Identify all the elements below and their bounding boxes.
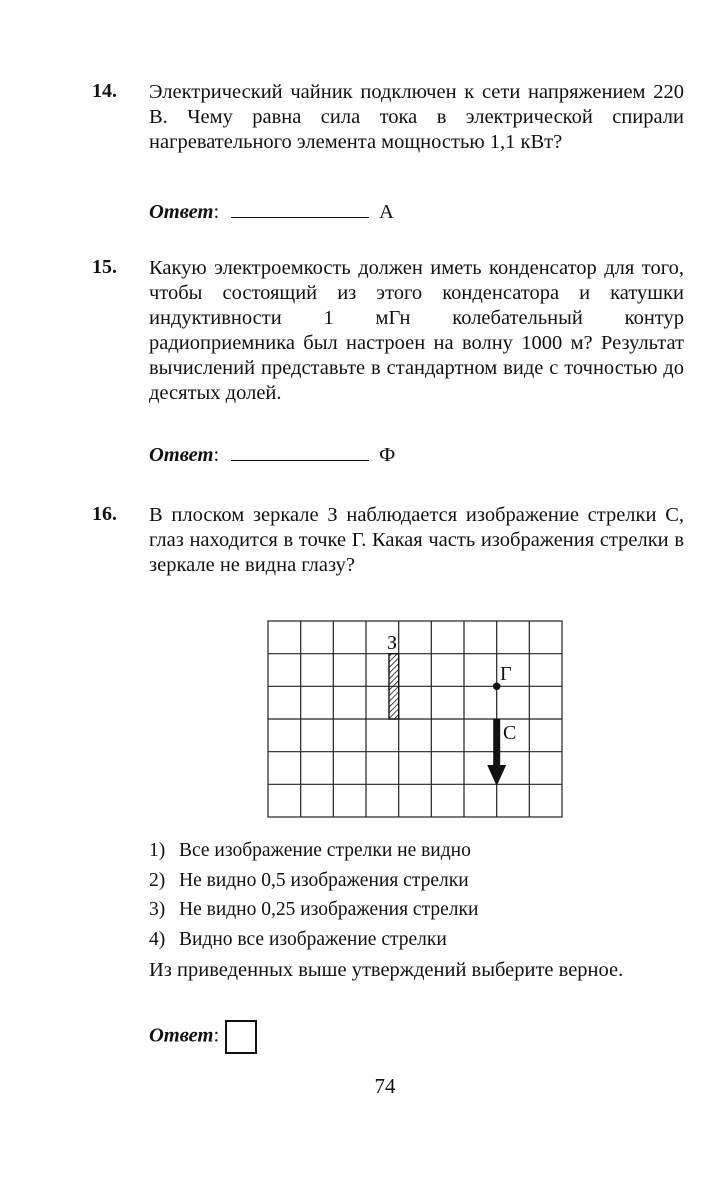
- answer-label: Ответ: [149, 1024, 214, 1047]
- option-text: Не видно 0,5 изображения стрелки: [179, 869, 469, 891]
- option-text: Все изображение стрелки не видно: [179, 840, 471, 861]
- answer-unit: Ф: [379, 444, 396, 466]
- options-list: [149, 838, 478, 956]
- task-text: Какую электроемкость должен иметь конденсатор для того, чтобы состоящий из этого конденсатора и катушки индуктивности 1 мГн колебательный контур радиоприемника был настроен на волну 1000 м? Результат вычислений представьте в стандартном виде с точностью до десятых долей.: [149, 257, 684, 404]
- answer-box[interactable]: [225, 1020, 257, 1054]
- answer-line: Ответ: Ф: [149, 444, 396, 466]
- task-text: Электрический чайник подключен к сети напряжением 220 В. Чему равна сила тока в электрической спирали нагревательного элемента мощностью 1,1 кВт?: [149, 81, 684, 153]
- task-number: 15.: [92, 256, 117, 278]
- task-text: В плоском зеркале З наблюдается изображение стрелки С, глаз находится в точке Г. Какая часть изображения стрелки в зеркале не видна глазу?: [149, 504, 684, 576]
- eye-label: Г: [500, 663, 512, 685]
- option-text: Видно все изображение стрелки: [179, 928, 447, 950]
- task-number: 14.: [92, 80, 117, 102]
- mirror-figure: [260, 615, 570, 825]
- option-number: 2): [149, 869, 166, 891]
- option-1: [149, 838, 478, 868]
- instruction-text: Из приведенных выше утверждений выберите верное.: [149, 959, 624, 981]
- option-4: [149, 927, 478, 957]
- answer-input[interactable]: [231, 199, 369, 218]
- answer-line: Ответ: А: [149, 201, 394, 223]
- grid: [268, 621, 562, 817]
- option-number: 4): [149, 928, 166, 950]
- option-number: 1): [149, 840, 166, 861]
- answer-label: Ответ: [149, 201, 214, 223]
- page-number: 74: [374, 1074, 396, 1098]
- answer-line: Ответ:: [149, 1020, 257, 1054]
- answer-label: Ответ: [149, 444, 214, 466]
- mirror-label: З: [387, 632, 398, 654]
- option-2: [149, 868, 478, 898]
- task-number: 16.: [92, 503, 117, 525]
- option-3: [149, 897, 478, 927]
- option-number: 3): [149, 899, 166, 920]
- answer-unit: А: [379, 201, 394, 223]
- mirror: [389, 654, 399, 719]
- option-text: Не видно 0,25 изображения стрелки: [179, 899, 479, 920]
- arrow-label: С: [503, 722, 517, 744]
- answer-input[interactable]: [231, 442, 369, 461]
